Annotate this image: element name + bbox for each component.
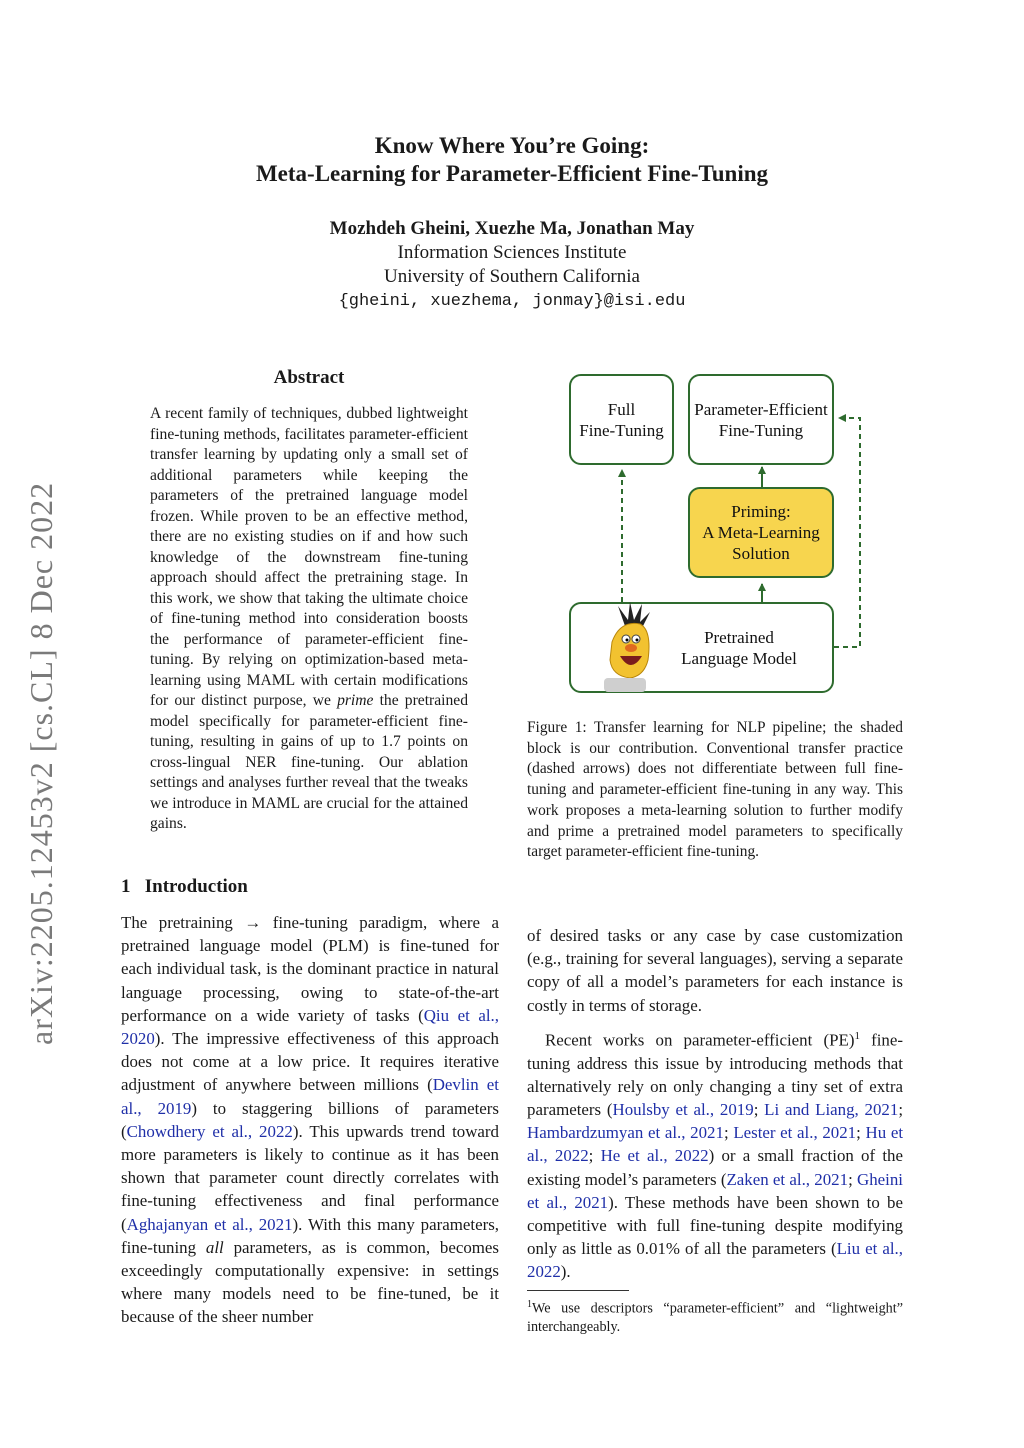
citation-link[interactable]: He et al., 2022 xyxy=(600,1146,709,1166)
affiliation-university: University of Southern California xyxy=(384,266,640,287)
citation-link[interactable]: Liu et al., 2022 xyxy=(527,1239,903,1282)
footnote-rule xyxy=(527,1290,629,1291)
author-emails: {gheini, xuezhema, jonmay}@isi.edu xyxy=(338,292,686,311)
citation-link[interactable]: Hu et al., 2022 xyxy=(527,1123,904,1166)
citation-link[interactable]: Gheini et al., 2021 xyxy=(527,1169,903,1212)
citation-link[interactable]: Chowdhery et al., 2022 xyxy=(126,1121,293,1141)
author-list: Mozhdeh Gheini, Xuezhe Ma, Jonathan May xyxy=(329,218,695,239)
mascot-nose xyxy=(625,644,637,652)
box-parameter-efficient-fine-tuning: Parameter-Efficient Fine-Tuning xyxy=(688,374,834,465)
citation-link[interactable]: Li and Liang, 2021 xyxy=(764,1100,899,1120)
mascot-shirt xyxy=(604,678,646,692)
arxiv-identifier: arXiv:2205.12453v2 [cs.CL] 8 Dec 2022 xyxy=(23,481,59,1045)
section-heading-introduction: 1 Introduction xyxy=(121,876,248,897)
abstract-heading: Abstract xyxy=(273,367,345,388)
box-priming-meta-learning: Priming: A Meta-Learning Solution xyxy=(688,487,834,578)
box-full-fine-tuning: Full Fine-Tuning xyxy=(569,374,674,465)
citation-link[interactable]: Aghajanyan et al., 2021 xyxy=(126,1214,293,1234)
paper-title-line1: Know Where You’re Going: xyxy=(374,133,650,158)
figure-caption: Figure 1: Transfer learning for NLP pipeline; the shaded block is our contribution. Conventional transfer practice (dashed arrows) does not differentiate between full fine-tuning and parameter-efficient fine-tuning in any way. This work proposes a meta-learning solution to further modify and prime a pretrained model parameters to specifically target parameter-efficient fine-tuning. xyxy=(527,719,903,861)
citation-link[interactable]: Zaken et al., 2021 xyxy=(726,1169,849,1189)
citation-link[interactable]: Devlin et al., 2019 xyxy=(121,1075,499,1118)
citation-link[interactable]: Qiu et al., 2020 xyxy=(121,1005,499,1049)
citation-link[interactable]: Houlsby et al., 2019 xyxy=(612,1100,754,1120)
footnote: $^1$We use descriptors “parameter-efficient” and “lightweight” interchangeably. xyxy=(527,1299,903,1335)
box-pretrained-language-model: Pretrained Language Model xyxy=(569,602,834,693)
intro-paragraph: The pretraining → fine-tuning paradigm, where a pretrained language model (PLM) is fine-tuned for each individual task, is the dominant practice in natural language processing, owing to state-of-the-art performance on a wide variety of tasks (Qiu et al., 2020). The impressive effectiveness of this approach does not come at a low price. It requires iterative adjustment of anywhere between millions (Devlin et al., 2019) to staggering billions of parameters (Chowdhery et al., 2022). This upwards trend toward more parameters is likely to continue as it has been shown that parameter count directly correlates with fine-tuning effectiveness and final performance (Aghajanyan et al., 2021). With this many parameters, fine-tuning all parameters, as is common, becomes exceedingly computationally expensive: in settings where many models need to be fine-tuned, be it because of the sheer number xyxy=(121,913,499,1327)
intro-paragraph-continued: of desired tasks or any case by case customization (e.g., training for several languages), serving a separate copy of all a model’s parameters for each instance is costly in terms of storage. Recent works on parameter-efficient (PE)$^1$ fine-tuning address this issue by introducing methods that alternatively rely on only changing a tiny set of extra parameters (Houlsby et al., 2019; Li and Liang, 2021; Hambardzumyan et al., 2021; Lester et al., 2021; Hu et al., 2022; He et al., 2022) or a small fraction of the existing model’s parameters (Zaken et al., 2021; Gheini et al., 2021). These methods have been shown to be competitive with full fine-tuning despite modifying only as little as 0.01% of all the parameters (Liu et al., 2022). xyxy=(527,926,904,1282)
paper-title-line2: Meta-Learning for Parameter-Efficient Fine-Tuning xyxy=(255,161,769,186)
citation-link[interactable]: Hambardzumyan et al., 2021 xyxy=(527,1123,724,1143)
citation-link[interactable]: Lester et al., 2021 xyxy=(733,1123,857,1143)
abstract-text: A recent family of techniques, dubbed lightweight fine-tuning methods, facilitates parameter-efficient transfer learning by updating only a small set of additional parameters while keeping the parameters of the pretrained language model frozen. While proven to be an effective method, there are no existing studies on if and how such knowledge of the downstream fine-tuning approach should affect the pretraining stage. In this work, we show that taking the ultimate choice of fine-tuning method into consideration boosts the performance of parameter-efficient fine-tuning. By relying on optimization-based meta-learning using MAML with certain modifications for our distinct purpose, we prime the pretrained model specifically for parameter-efficient fine-tuning, resulting in gains of up to 1.7 points on cross-lingual NER fine-tuning. Our ablation settings and analyses further reveal that the tweaks we introduce in MAML are crucial for the attained gains. xyxy=(150,405,468,832)
affiliation-institute: Information Sciences Institute xyxy=(397,242,627,263)
